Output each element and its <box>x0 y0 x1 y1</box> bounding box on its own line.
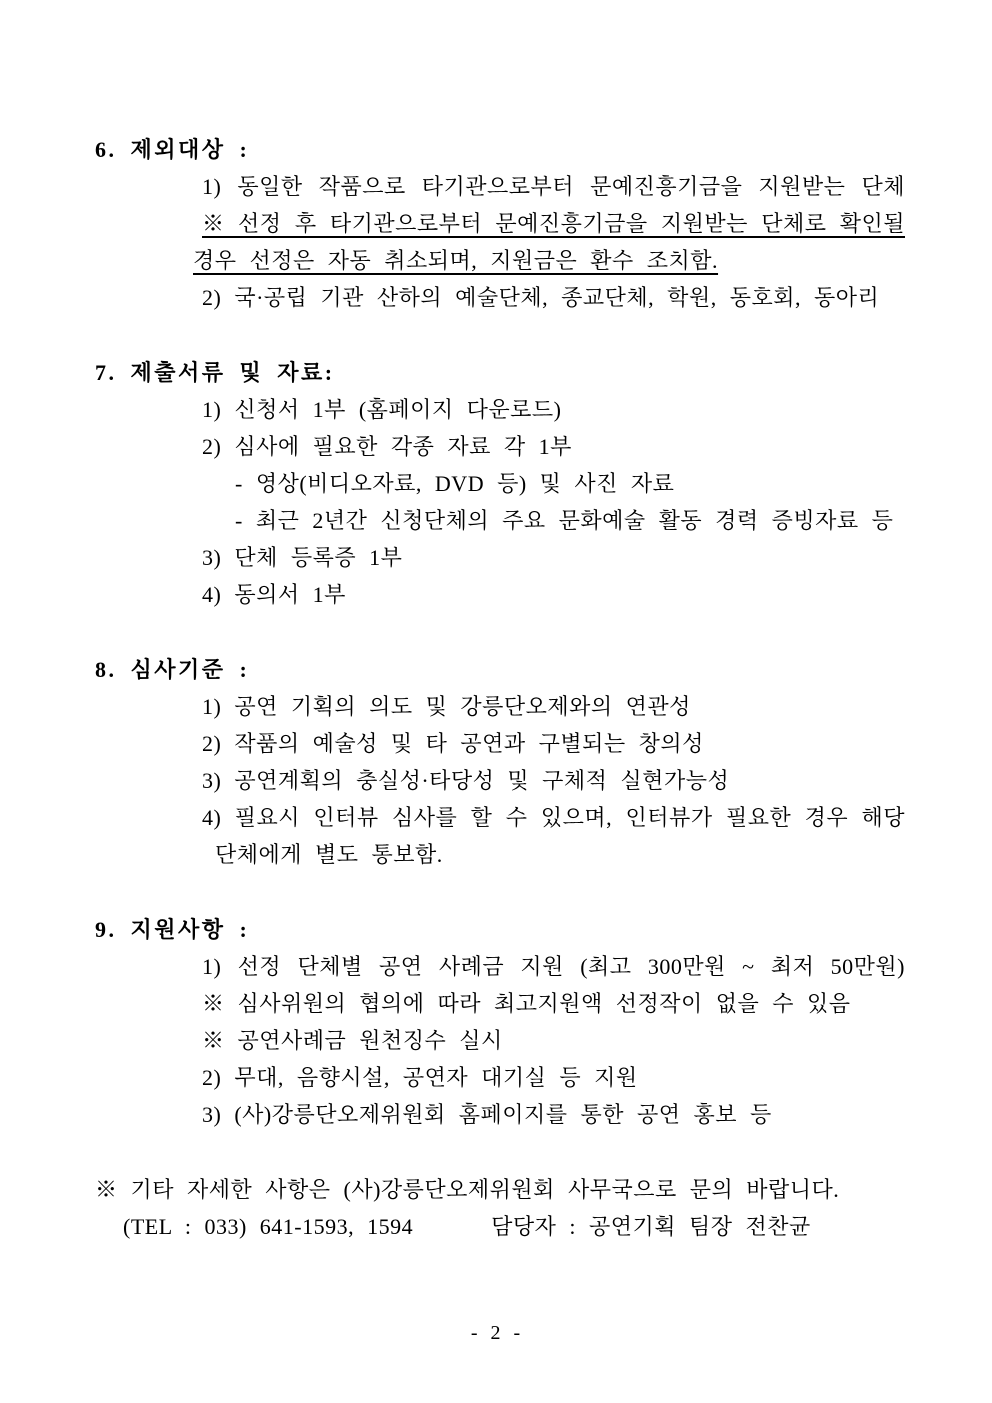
section-9-item-1: 1) 선정 단체별 공연 사례금 지원 (최고 300만원 ~ 최저 50만원) <box>202 954 905 979</box>
section-7-required-documents <box>95 354 905 613</box>
section-7-item-4: 4) 동의서 1부 <box>202 582 346 607</box>
section-8-item-4-continuation: 단체에게 별도 통보함. <box>215 842 443 867</box>
section-6-exclusions <box>95 131 905 316</box>
section-8-item-3: 3) 공연계획의 충실성·타당성 및 구체적 실현가능성 <box>202 768 730 793</box>
section-9-heading: 9. 지원사항 : <box>95 917 250 942</box>
document-body <box>95 131 905 1245</box>
section-9-note-1: ※ 심사위원의 협의에 따라 최고지원액 선정작이 없을 수 있음 <box>202 991 851 1016</box>
section-6-item-2: 2) 국·공립 기관 산하의 예술단체, 종교단체, 학원, 동호회, 동아리 <box>202 285 880 310</box>
section-6-note-line-1: ※ 선정 후 타기관으로부터 문예진흥기금을 지원받는 단체로 확인될 <box>202 211 905 236</box>
section-9-note-2: ※ 공연사례금 원천징수 실시 <box>202 1028 503 1053</box>
section-9-item-3: 3) (사)강릉단오제위원회 홈페이지를 통한 공연 홍보 등 <box>202 1102 772 1127</box>
section-6-heading: 6. 제외대상 : <box>95 137 250 162</box>
section-8-heading: 8. 심사기준 : <box>95 657 250 682</box>
section-7-item-1: 1) 신청서 1부 (홈페이지 다운로드) <box>202 397 562 422</box>
section-7-item-2: 2) 심사에 필요한 각종 자료 각 1부 <box>202 434 572 459</box>
section-7-subitem-1: - 영상(비디오자료, DVD 등) 및 사진 자료 <box>235 471 675 496</box>
section-8-item-1: 1) 공연 기획의 의도 및 강릉단오제와의 연관성 <box>202 694 691 719</box>
footer-inquiry-note: ※ 기타 자세한 사항은 (사)강릉단오제위원회 사무국으로 문의 바랍니다. <box>95 1177 840 1202</box>
section-8-item-2: 2) 작품의 예술성 및 타 공연과 구별되는 창의성 <box>202 731 704 756</box>
section-9-item-2: 2) 무대, 음향시설, 공연자 대기실 등 지원 <box>202 1065 638 1090</box>
section-8-item-4: 4) 필요시 인터뷰 심사를 할 수 있으며, 인터뷰가 필요한 경우 해당 <box>202 805 905 830</box>
section-7-heading: 7. 제출서류 및 자료: <box>95 360 335 385</box>
section-6-note-line-2: 경우 선정은 자동 취소되며, 지원금은 환수 조치함. <box>193 248 719 273</box>
section-6-item-1: 1) 동일한 작품으로 타기관으로부터 문예진흥기금을 지원받는 단체 <box>202 174 905 199</box>
section-7-item-3: 3) 단체 등록증 1부 <box>202 545 403 570</box>
footer-contact-detail: (TEL : 033) 641-1593, 1594 담당자 : 공연기획 팀장 전찬균 <box>123 1214 811 1239</box>
section-8-judging-criteria <box>95 651 905 873</box>
section-9-support-details <box>95 911 905 1133</box>
footer-contact <box>95 1171 905 1245</box>
page-number: - 2 - <box>470 1322 522 1344</box>
section-7-subitem-2: - 최근 2년간 신청단체의 주요 문화예술 활동 경력 증빙자료 등 <box>235 508 894 533</box>
